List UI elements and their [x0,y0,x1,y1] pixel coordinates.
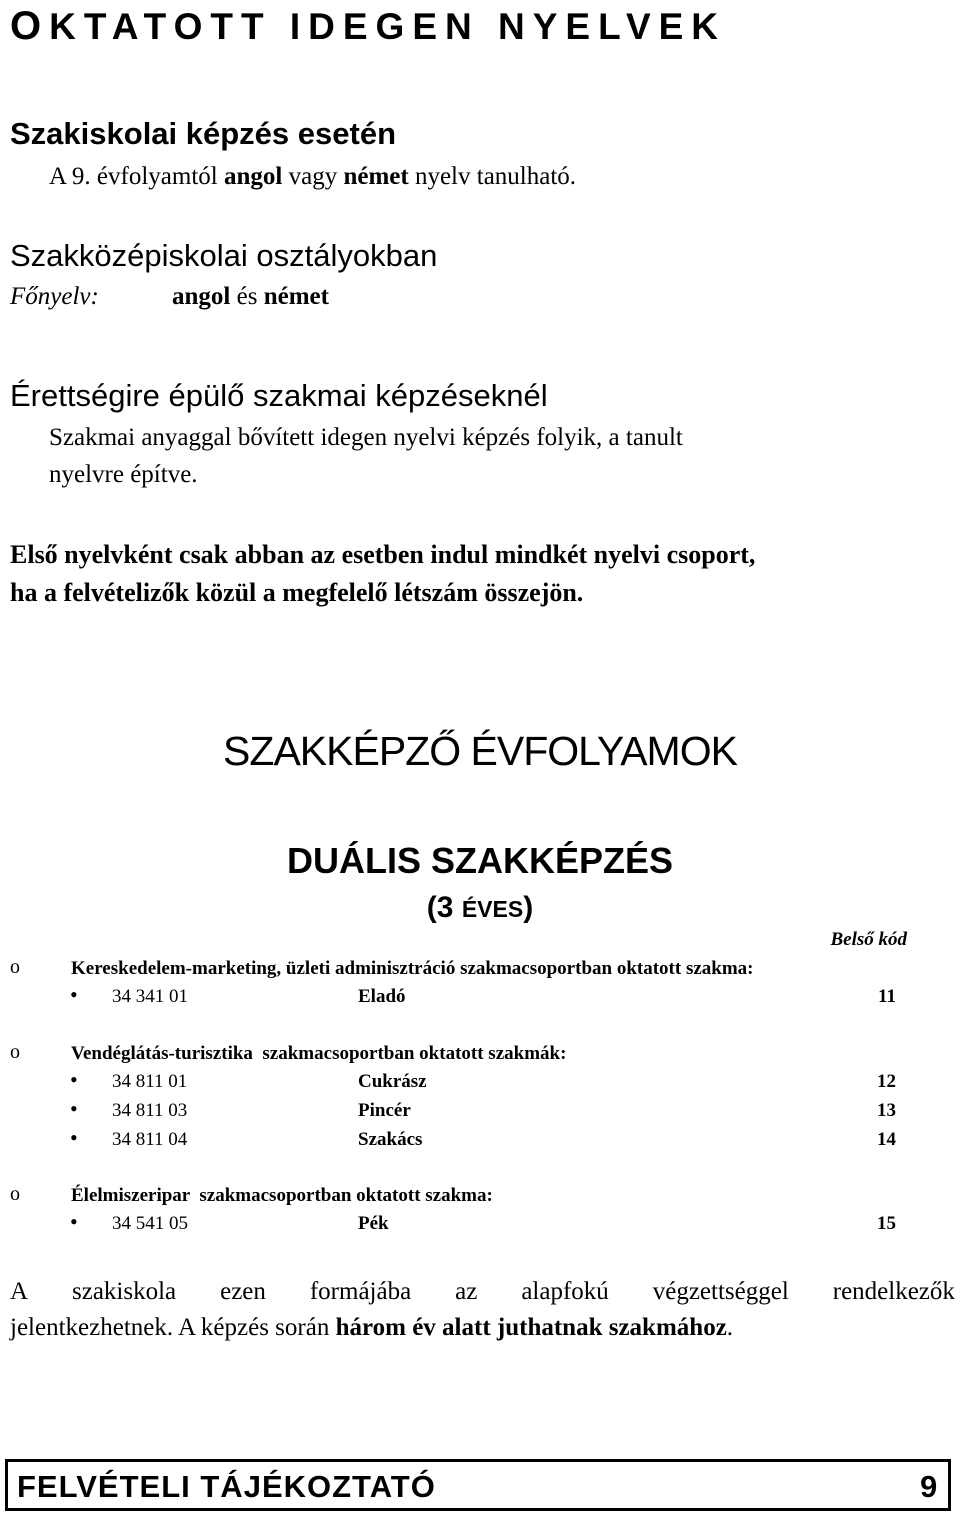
item-name: Eladó [358,986,406,1007]
word: ezen [220,1278,266,1305]
group-bullet: o [10,1041,20,1063]
text-part: vagy [282,163,344,190]
closing-line1 [10,1278,955,1306]
item-id: 14 [877,1129,896,1150]
word: alapfokú [521,1278,609,1305]
item-name: Pék [358,1213,389,1234]
footer-title: FELVÉTELI TÁJÉKOZTATÓ [17,1469,436,1504]
item-id: 11 [878,986,896,1007]
item-bullet: • [70,1096,78,1121]
page-number: 9 [920,1469,938,1504]
group-bullet: o [10,956,20,978]
word: az [455,1278,478,1305]
item-bullet: • [70,982,78,1007]
item-name: Pincér [358,1100,411,1121]
item-bullet: • [70,1067,78,1092]
lang-nemet: német [263,283,329,310]
lang-angol: angol [172,283,231,310]
fonyelv-value [172,283,329,311]
erettsegi-line2: nyelvre építve. [49,461,198,488]
word: szakiskola [72,1278,177,1305]
section-heading: SZAKKÉPZŐ ÉVFOLYAMOK [223,728,737,774]
item-code: 34 811 03 [112,1100,188,1121]
item-id: 12 [877,1071,896,1092]
szakiskola-heading: Szakiskolai képzés esetén [10,116,397,151]
code-header: Belső kód [830,929,907,950]
item-code: 34 811 04 [112,1129,188,1150]
note-line2: ha a felvételizők közül a megfelelő létszám összejön. [10,578,584,607]
item-id: 15 [877,1213,896,1234]
item-bullet: • [70,1125,78,1150]
text-bold-angol: angol [223,163,283,190]
word: formájába [309,1278,412,1305]
years-close: ) [523,891,534,924]
item-code: 34 541 05 [112,1213,188,1234]
szakiskola-text [49,163,576,191]
years-open: (3 [426,891,462,924]
closing-line2 [10,1314,733,1342]
group-title: Kereskedelem-marketing, üzleti adminisztráció szakmacsoportban oktatott szakma: [71,958,754,979]
text-part: . [726,1314,734,1341]
text-part: jelentkezhetnek. A képzés során [10,1314,336,1341]
fonyelv-label [10,283,99,311]
word: rendelkezők [832,1278,955,1305]
title-initial: O [10,4,50,48]
erettsegi-line1: Szakmai anyaggal bővített idegen nyelvi képzés folyik, a tanult [49,424,683,451]
group-title: Élelmiszeripar szakmacsoportban oktatott szakma: [71,1185,493,1206]
years-caps: ÉVES [461,896,524,922]
item-name: Cukrász [358,1071,427,1092]
text-bold-nemet: német [343,163,409,190]
word: A [10,1278,29,1305]
text-part: és [230,283,264,310]
item-code: 34 811 01 [112,1071,188,1092]
dual-heading: DUÁLIS SZAKKÉPZÉS [286,840,674,881]
item-code: 34 341 01 [112,986,188,1007]
text-part: nyelv tanulható. [408,163,577,190]
years-heading [0,891,960,925]
item-name: Szakács [358,1129,423,1150]
szakkozep-heading: Szakközépiskolai osztályokban [10,238,438,273]
note-line1: Első nyelvként csak abban az esetben indul mindkét nyelvi csoport, [10,540,756,569]
fonyelv-label-text: Főnyelv: [10,283,99,310]
page-title [10,4,726,49]
title-rest: KTATOTT IDEGEN NYELVEK [49,6,727,47]
text-part: A 9. évfolyamtól [49,163,224,190]
text-bold: három év alatt juthatnak szakmához [335,1314,727,1341]
item-id: 13 [877,1100,896,1121]
group-title: Vendéglátás-turisztika szakmacsoportban oktatott szakmák: [71,1043,567,1064]
group-bullet: o [10,1183,20,1205]
erettsegi-heading: Érettségire épülő szakmai képzéseknél [10,378,548,413]
item-bullet: • [70,1209,78,1234]
word: végzettséggel [652,1278,789,1305]
